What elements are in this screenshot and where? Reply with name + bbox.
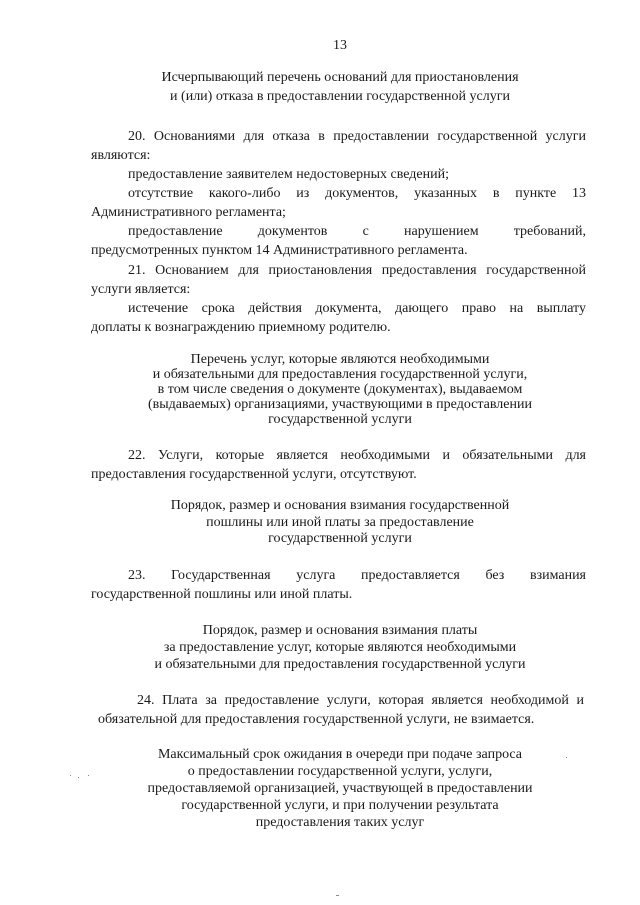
- paragraph-line: Административного регламента;: [91, 205, 286, 220]
- section-heading: Перечень услуг, которые являются необходимыми: [190, 352, 490, 367]
- paragraph-line: истечение срока действия документа, дающего право на выплату: [128, 301, 586, 316]
- section-heading: и обязательными для предоставления государственной услуги: [154, 657, 526, 672]
- scan-speck: [88, 775, 89, 776]
- paragraph-line: государственной пошлины или иной платы.: [91, 587, 353, 602]
- scan-speck: [566, 757, 567, 758]
- paragraph-line: 22. Услуги, которые является необходимыми и обязательными для: [128, 448, 586, 463]
- section-heading: (выдаваемых) организациями, участвующими в предоставлении: [148, 397, 532, 412]
- paragraph-line: предоставление заявителем недостоверных сведений;: [128, 167, 449, 182]
- section-heading: и (или) отказа в предоставлении государственной услуги: [170, 89, 510, 104]
- paragraph-line: доплаты к вознаграждению приемному родителю.: [91, 320, 391, 335]
- section-heading: и обязательными для предоставления государственной услуги,: [152, 367, 528, 382]
- paragraph-line: предусмотренных пунктом 14 Административного регламента.: [91, 243, 468, 258]
- paragraph-line: 23. Государственная услуга предоставляется без взимания: [128, 568, 586, 583]
- scan-speck: [336, 895, 339, 896]
- section-heading: государственной услуги: [268, 531, 412, 546]
- section-heading: Порядок, размер и основания взимания государственной: [170, 498, 510, 513]
- paragraph-line: отсутствие какого-либо из документов, указанных в пункте 13: [128, 186, 586, 201]
- section-heading: о предоставлении государственной услуги, услуги,: [187, 764, 493, 779]
- paragraph-line: предоставления государственной услуги, отсутствуют.: [91, 467, 417, 482]
- section-heading: Исчерпывающий перечень оснований для приостановления: [161, 70, 519, 85]
- paragraph-line: обязательной для предоставления государственной услуги, не взимается.: [98, 712, 535, 727]
- section-heading: предоставления таких услуг: [255, 815, 425, 830]
- paragraph-line: предоставление документов с нарушением требований,: [128, 224, 586, 239]
- paragraph-line: являются:: [91, 148, 151, 163]
- section-heading: Максимальный срок ожидания в очереди при подаче запроса: [157, 747, 523, 762]
- section-heading: Порядок, размер и основания взимания платы: [202, 623, 478, 638]
- section-heading: предоставляемой организацией, участвующей в предоставлении: [147, 781, 533, 796]
- section-heading: в том числе сведения о документе (документах), выдаваемом: [157, 382, 523, 397]
- paragraph-line: 24. Плата за предоставление услуги, которая является необходимой и: [137, 693, 584, 708]
- scan-speck: [70, 775, 71, 776]
- paragraph-line: 20. Основаниями для отказа в предоставлении государственной услуги: [128, 129, 586, 144]
- page-number: 13: [333, 38, 347, 53]
- section-heading: государственной услуги: [268, 412, 412, 427]
- paragraph-line: 21. Основанием для приостановления предоставления государственной: [128, 263, 586, 278]
- paragraph-line: услуги является:: [91, 282, 191, 297]
- section-heading: за предоставление услуг, которые являются необходимыми: [163, 640, 517, 655]
- scan-speck: [78, 777, 79, 778]
- section-heading: государственной услуги, и при получении результата: [181, 798, 499, 813]
- section-heading: пошлины или иной платы за предоставление: [206, 515, 474, 530]
